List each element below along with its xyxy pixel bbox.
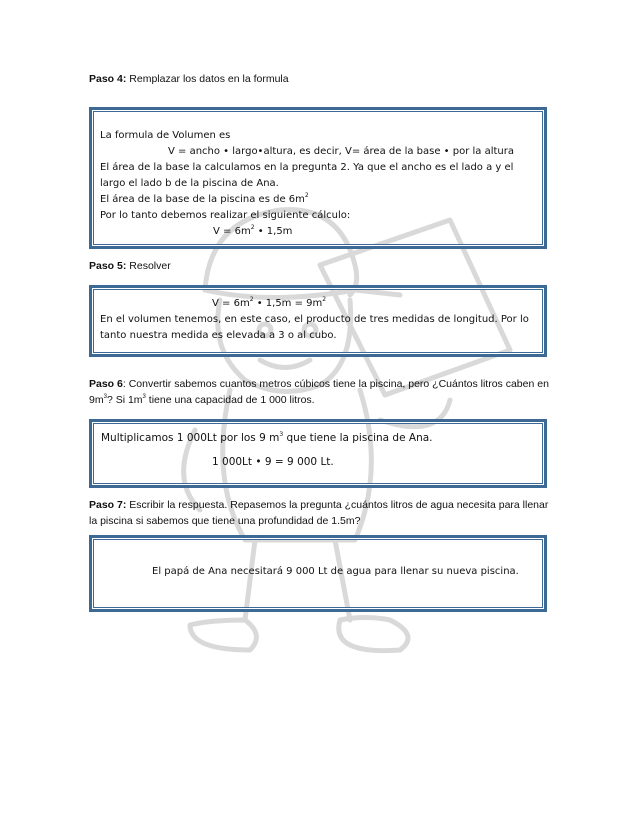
resolve-box (89, 285, 547, 357)
convert-line-1 (100, 430, 536, 446)
paso-5-text: Resolver (126, 260, 171, 272)
convert-text-b: que tiene la piscina de Ana. (283, 432, 433, 444)
convert-box (89, 419, 547, 488)
answer-box (89, 535, 547, 612)
base-area-exponent: 2 (304, 192, 309, 199)
volume-formula (100, 224, 536, 240)
formula-part-b: • 1,5m (254, 226, 293, 237)
paso-6-text-b: ? Si 1m (106, 394, 143, 406)
paso-4-heading (89, 71, 559, 87)
convert-calculation: 1 000Lt • 9 = 9 000 Lt. (212, 456, 334, 468)
base-area-value (100, 192, 536, 208)
resolve-explanation: En el volumen tenemos, en este caso, el producto de tres medidas de longitud. Por lo tanto nuestra medida es elevada a 3 o al cubo. (100, 314, 529, 341)
paso-6-text-a: : Convertir sabemos cuantos metros cúbicos tiene la piscina, pero ¿Cuántos litros caben en 9m (89, 378, 549, 406)
resolve-exponent-a: 2 (249, 296, 254, 303)
resolve-part-b: • 1,5m = 9m (253, 298, 323, 309)
paso-6-heading (89, 376, 559, 408)
paso-5-heading (89, 258, 559, 274)
paso-6-text-c: tiene una capacidad de 1 000 litros. (145, 394, 315, 406)
paso-5-label: Paso 5: (89, 260, 127, 272)
paso-6-sup-a: 3 (103, 394, 107, 400)
formula-exponent: 2 (250, 224, 255, 231)
answer-text: El papá de Ana necesitará 9 000 Lt de agua para llenar su nueva piscina. (152, 566, 519, 577)
paso-4-text: Remplazar los datos en la formula (126, 73, 289, 85)
paso-4-label: Paso 4: (89, 73, 127, 85)
paso-7-text: Escribir la respuesta. Repasemos la pregunta ¿cuántos litros de agua necesita para llenar la piscina si sabemos que tiene una profundidad de 1.5m? (89, 499, 549, 527)
paso-7-heading (89, 497, 559, 529)
formula-intro: La formula de Volumen es (100, 130, 231, 141)
paso-7-label: Paso 7: (89, 499, 127, 511)
base-area-explanation: El área de la base la calculamos en la pregunta 2. Ya que el ancho es el lado a y el largo el lado b de la piscina de Ana. (100, 162, 514, 189)
formula-definition: V = ancho • largo•altura, es decir, V= área de la base • por la altura (168, 146, 514, 157)
resolve-part-a: V = 6m (212, 298, 250, 309)
resolve-formula (100, 296, 536, 312)
resolve-exponent-b: 2 (322, 296, 327, 303)
paso-6-label: Paso 6 (89, 378, 123, 390)
convert-text-a: Multiplicamos 1 000Lt por los 9 m (101, 432, 280, 444)
formula-box (89, 107, 547, 249)
paso-6-sup-b: 3 (142, 394, 146, 400)
formula-part-a: V = 6m (213, 226, 251, 237)
calculation-intro: Por lo tanto debemos realizar el siguiente cálculo: (100, 210, 351, 221)
base-area-text: El área de la base de la piscina es de 6m (100, 194, 305, 205)
convert-exponent: 3 (279, 431, 284, 438)
